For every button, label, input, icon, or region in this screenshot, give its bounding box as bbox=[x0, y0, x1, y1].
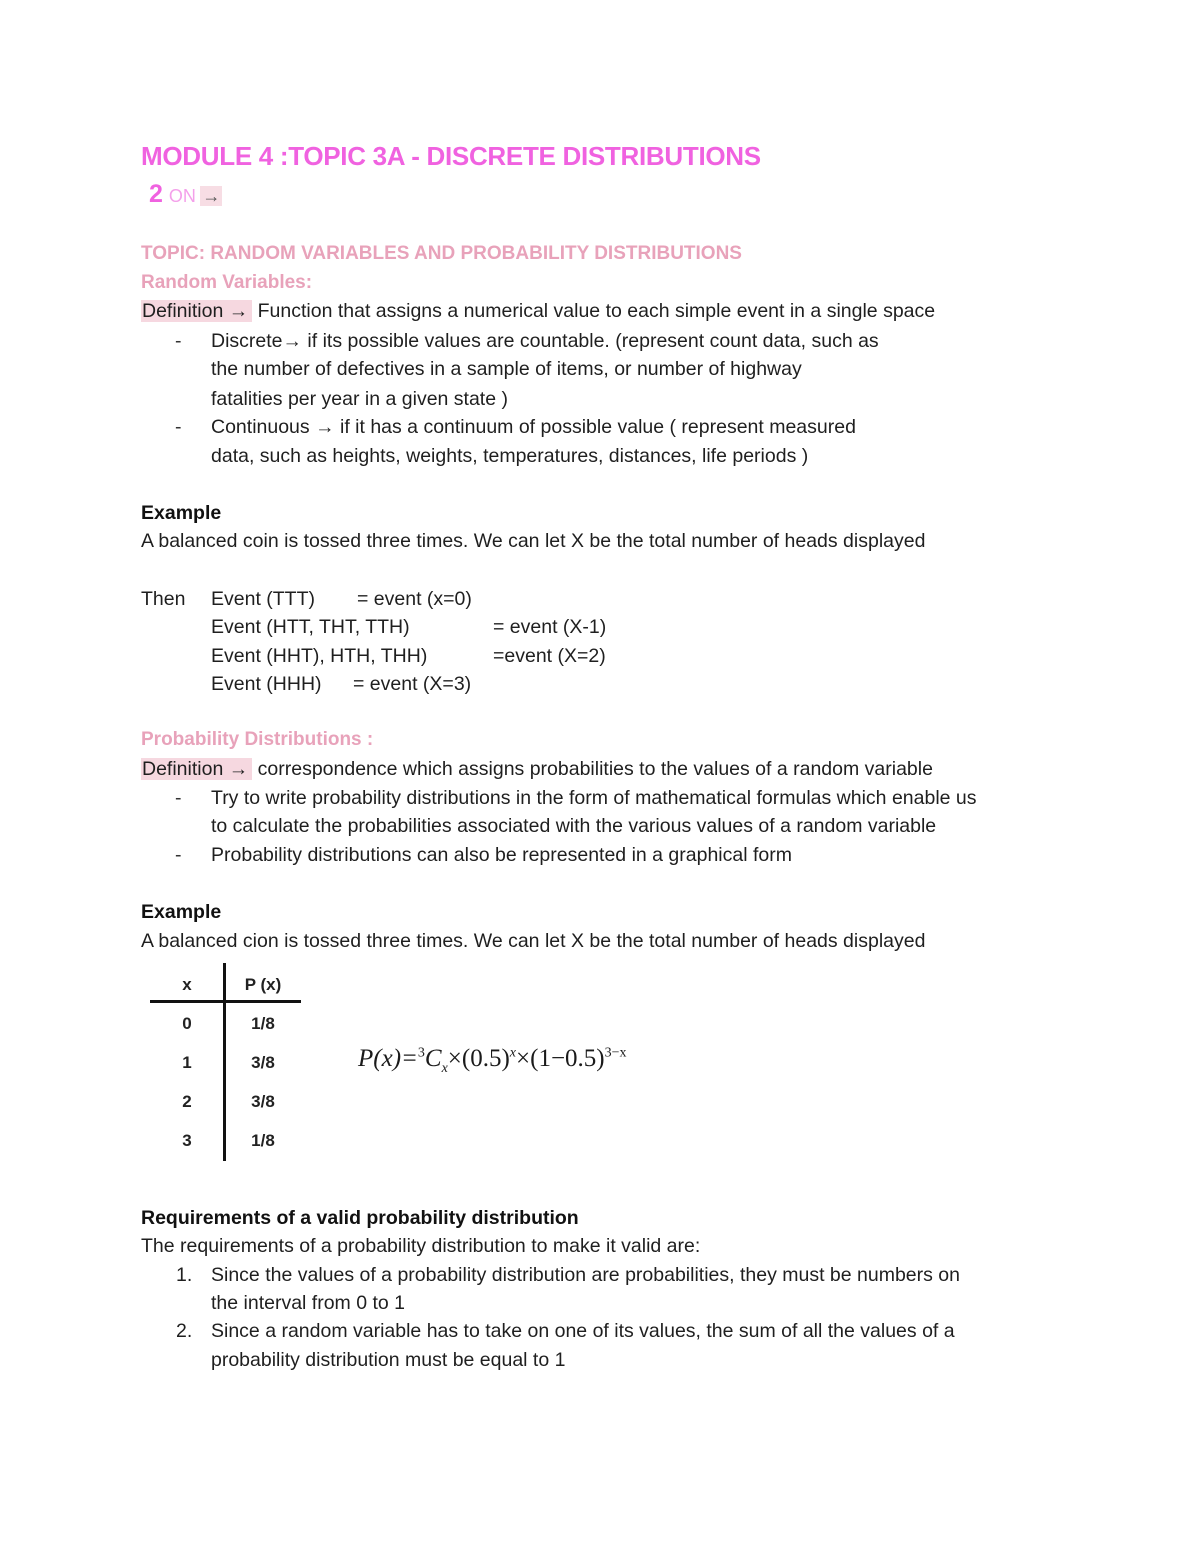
requirements-intro: The requirements of a probability distribution to make it valid are: bbox=[141, 1235, 701, 1257]
requirements-heading: Requirements of a valid probability distribution bbox=[141, 1207, 579, 1229]
requirement-1-l1: Since the values of a probability distribution are probabilities, they must be numbers on bbox=[211, 1264, 960, 1286]
bullet-dash: - bbox=[175, 844, 182, 866]
table-cell-x: 1 bbox=[182, 1053, 192, 1072]
bullet-discrete-l3: fatalities per year in a given state ) bbox=[211, 388, 508, 410]
table-header-x: x bbox=[182, 975, 192, 994]
bullet-discrete-l1: Discrete→ if its possible values are countable. (represent count data, such as bbox=[211, 330, 879, 352]
event-row-eq: =event (X=2) bbox=[493, 645, 606, 667]
definition-text: correspondence which assigns probabilities to the values of a random variable bbox=[252, 758, 933, 780]
formula-sup-x: x bbox=[509, 1045, 517, 1061]
bullet-formula-l1: Try to write probability distributions in the form of mathematical formulas which enable us bbox=[211, 787, 977, 809]
topic-heading: TOPIC: RANDOM VARIABLES AND PROBABILITY DISTRIBUTIONS bbox=[141, 243, 742, 264]
table-divider-horizontal bbox=[150, 1000, 301, 1003]
table-cell-x: 2 bbox=[182, 1092, 192, 1111]
definition-text: Function that assigns a numerical value to each simple event in a single space bbox=[252, 300, 936, 322]
requirement-1-l2: the interval from 0 to 1 bbox=[211, 1292, 406, 1314]
subtitle-on: ON bbox=[168, 186, 196, 206]
bullet-continuous-l1: Continuous → if it has a continuum of possible value ( represent measured bbox=[211, 416, 856, 438]
event-row-event: Event (HHT), HTH, THH) bbox=[211, 645, 428, 667]
then-label: Then bbox=[141, 588, 186, 610]
example-text: A balanced cion is tossed three times. We can let X be the total number of heads displayed bbox=[141, 930, 926, 952]
requirement-2-l2: probability distribution must be equal to 1 bbox=[211, 1349, 566, 1371]
bullet-dash: - bbox=[175, 416, 182, 438]
formula-pre-sup: 3 bbox=[417, 1045, 425, 1061]
bullet-graphical: Probability distributions can also be represented in a graphical form bbox=[211, 844, 792, 866]
table-cell-x: 0 bbox=[182, 1014, 192, 1033]
definition-label: Definition → bbox=[141, 300, 252, 322]
requirement-2-l1: Since a random variable has to take on one of its values, the sum of all the values of a bbox=[211, 1320, 955, 1342]
formula-c: C bbox=[424, 1045, 442, 1072]
table-cell-x: 3 bbox=[182, 1131, 192, 1150]
bullet-continuous-l2: data, such as heights, weights, temperatures, distances, life periods ) bbox=[211, 445, 809, 467]
table-cell-p: 3/8 bbox=[251, 1092, 275, 1111]
subtitle-arrow: → bbox=[202, 186, 221, 206]
example-text: A balanced coin is tossed three times. We can let X be the total number of heads displayed bbox=[141, 530, 926, 552]
bullet-discrete-l2: the number of defectives in a sample of items, or number of highway bbox=[211, 358, 802, 380]
example-heading: Example bbox=[141, 901, 222, 923]
definition-label: Definition → bbox=[141, 758, 252, 780]
definition-line-2 bbox=[141, 758, 933, 781]
page-subtitle bbox=[149, 180, 222, 209]
event-row-eq: = event (X-1) bbox=[493, 616, 607, 638]
binomial-formula bbox=[358, 1045, 627, 1077]
event-row-event: Event (HHH) bbox=[211, 673, 322, 695]
list-number: 1. bbox=[176, 1264, 193, 1286]
formula-c-sub: x bbox=[441, 1061, 448, 1076]
bullet-dash: - bbox=[175, 787, 182, 809]
table-header-p: P (x) bbox=[244, 975, 282, 994]
formula-sup-3x: 3−x bbox=[604, 1045, 627, 1061]
example-heading: Example bbox=[141, 502, 222, 524]
list-number: 2. bbox=[176, 1320, 193, 1342]
table-cell-p: 1/8 bbox=[251, 1131, 275, 1150]
event-row-event: Event (HTT, THT, TTH) bbox=[211, 616, 410, 638]
formula-times1: ×(0.5) bbox=[447, 1045, 510, 1072]
table-divider-vertical bbox=[223, 963, 226, 1161]
bullet-formula-l2: to calculate the probabilities associated with the various values of a random variable bbox=[211, 815, 937, 837]
table-cell-p: 1/8 bbox=[251, 1014, 275, 1033]
table-cell-p: 3/8 bbox=[251, 1053, 275, 1072]
formula-times2: ×(1−0.5) bbox=[516, 1045, 605, 1072]
event-row-event: Event (TTT) bbox=[211, 588, 316, 610]
formula-lhs: P(x)= bbox=[358, 1045, 418, 1072]
probability-distributions-heading: Probability Distributions : bbox=[141, 729, 374, 750]
subtitle-number: 2 bbox=[149, 180, 163, 208]
event-row-eq: = event (X=3) bbox=[353, 673, 472, 695]
definition-line-1 bbox=[141, 300, 935, 323]
page-title: MODULE 4 :TOPIC 3A - DISCRETE DISTRIBUTIONS bbox=[141, 141, 761, 171]
bullet-dash: - bbox=[175, 330, 182, 352]
random-variables-heading: Random Variables: bbox=[141, 272, 313, 293]
event-row-eq: = event (x=0) bbox=[357, 588, 472, 610]
